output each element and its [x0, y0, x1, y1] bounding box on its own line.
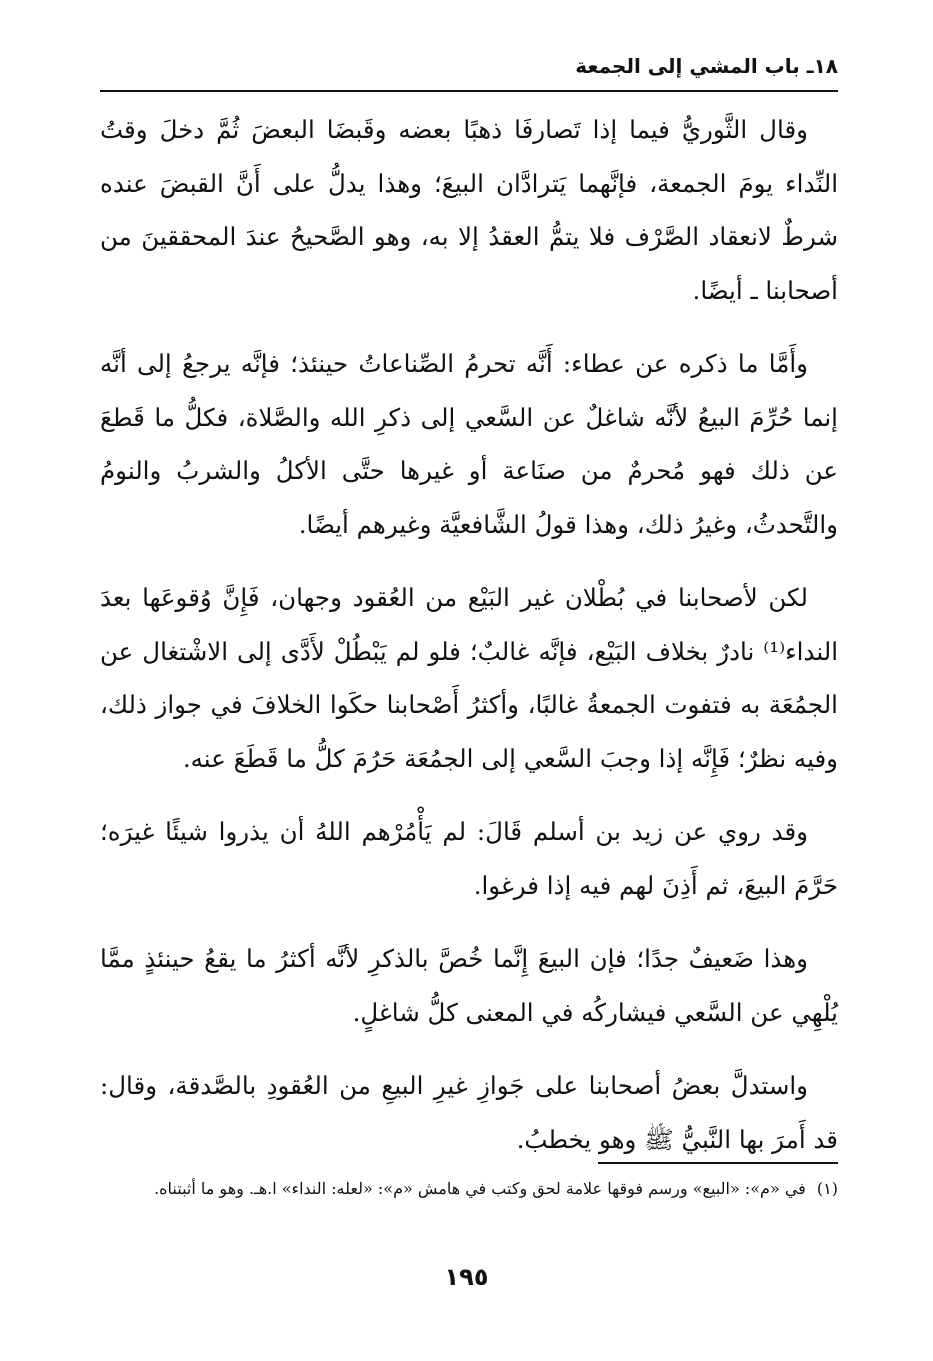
paragraph: وقال الثَّوريُّ فيما إذا تَصارفَا ذهبًا بعضه وقَبضَا البعضَ ثُمَّ دخلَ وقتُ النِّداء يومَ الجمعة، فإنَّهما يَترادَّان البيعَ؛ وهذا يدلُّ على أَنَّ القبضَ عنده شرطٌ لانعقاد الصَّرْف فلا يتمُّ العقدُ إلا به، وهو الصَّحيحُ عندَ المحققينَ من أصحابنا ـ أيضًا.: [100, 115, 838, 305]
footnote-text: في «م»: «البيع» ورسم فوقها علامة لحق وكتب في هامش «م»: «لعله: النداء» ا.هـ. وهو ما أثبتناه.: [154, 1179, 806, 1198]
paragraph: وهذا ضَعيفٌ جدًا؛ فإن البيعَ إِنَّما خُصَّ بالذكرِ لأنَّه أكثرُ ما يقعُ حينئذٍ ممَّا يُلْهِي عن السَّعي فيشاركُه في المعنى كلُّ شاغلٍ.: [100, 944, 838, 1027]
chapter-title: ١٨ـ باب المشي إلى الجمعة: [575, 54, 838, 78]
paragraph: وقد روي عن زيد بن أسلم قَالَ: لم يَأْمُرْهم اللهُ أن يذروا شيئًا غيرَه؛ حَرَّمَ البيعَ، ثم أَذِنَ لهم فيه إذا فرغوا.: [100, 817, 838, 900]
paragraph: لكن لأصحابنا في بُطْلان غير البَيْع من العُقود وجهان، فَإِنَّ وُقوعَها بعدَ النداء⁽¹⁾ نادرٌ بخلاف البَيْع، فإنَّه غالبٌ؛ فلو لم يَبْطُلْ لأَدَّى إلى الاشْتغال عن الجمُعَة به فتفوت الجمعةُ غالبًا، وأكثرُ أَصْحابنا حكَوا الخلافَ في جواز ذلك، وفيه نظرٌ؛ فَإِنَّه إذا وجبَ السَّعي إلى الجمُعَة حَرُمَ كلُّ ما قَطَعَ عنه.: [100, 583, 838, 773]
running-header: [100, 52, 838, 92]
paragraph: واستدلَّ بعضُ أصحابنا على جَوازِ غيرِ البيعِ من العُقودِ بالصَّدقة، وقال: قد أَمرَ بها النَّبيُّ ﷺ وهو يخطبُ.: [100, 1071, 838, 1154]
paragraph: وأَمَّا ما ذكره عن عطاء: أَنَّه تحرمُ الصِّناعاتُ حينئذ؛ فإنَّه يرجعُ إلى أنَّه إنما حُرِّمَ البيعُ لأنَّه شاغلٌ عن السَّعي إلى ذكرِ الله والصَّلاة، فكلُّ ما قَطعَ عن ذلك فهو مُحرمٌ من صنَاعة أو غيرها حتَّى الأكلُ والشربُ والنومُ والتَّحدثُ، وغيرُ ذلك، وهذا قولُ الشَّافعيَّة وغيرهم أيضًا.: [100, 349, 838, 539]
page-number: ١٩٥: [444, 1263, 489, 1291]
main-text: [100, 103, 838, 1186]
footnote: [100, 1174, 838, 1204]
footnote-marker: (١): [816, 1179, 838, 1198]
header-rule: [100, 90, 838, 92]
footnote-separator: [598, 1162, 838, 1164]
